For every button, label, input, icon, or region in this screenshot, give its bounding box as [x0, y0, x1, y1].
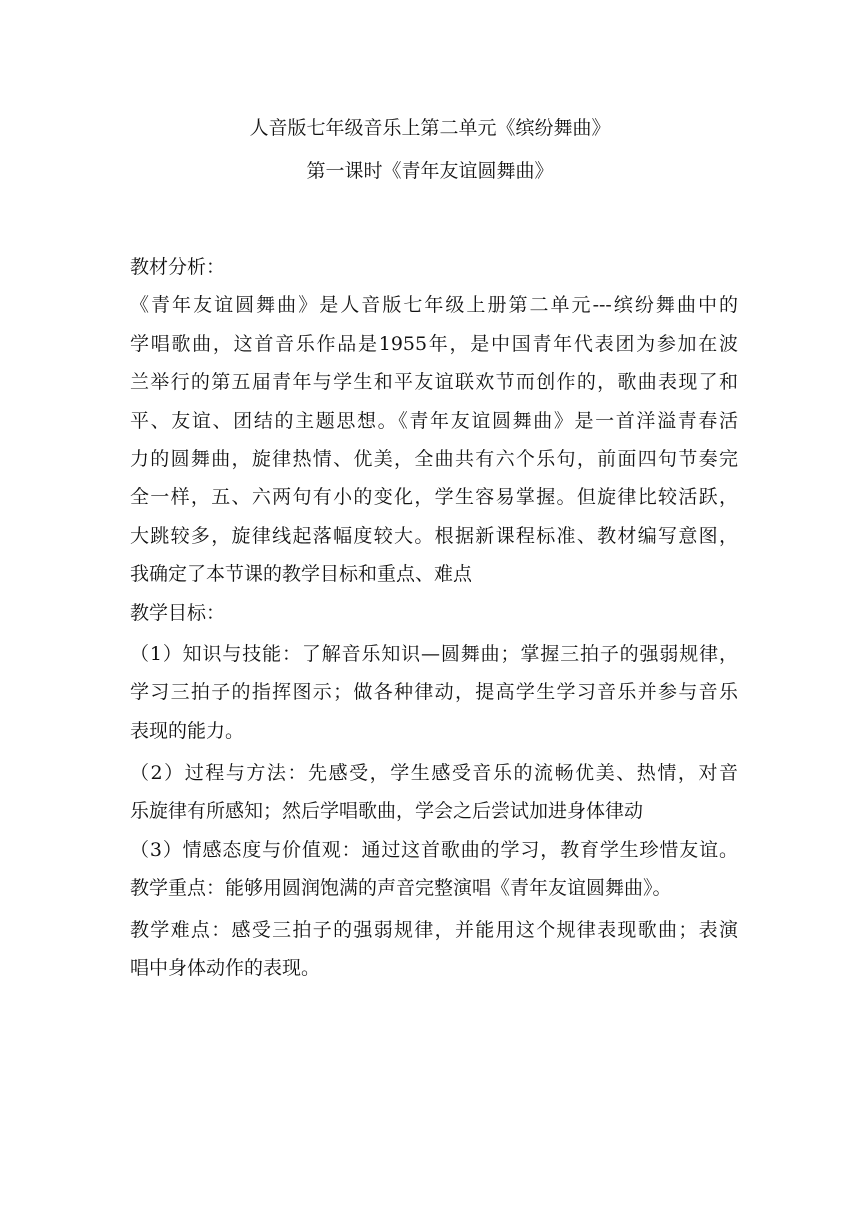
analysis-line-8: 我确定了本节课的教学目标和重点、难点 [130, 563, 473, 586]
analysis-line-7: 大跳较多，旋律线起落幅度较大。根据新课程标准、教材编写意图， [130, 524, 738, 547]
document-body [130, 248, 738, 987]
key-points: 教学重点：能够用圆润饱满的声音完整演唱《青年友谊圆舞曲》。 [130, 877, 672, 900]
document-title: 人音版七年级音乐上第二单元《缤纷舞曲》 [249, 117, 611, 139]
difficulties-line-1: 教学难点：感受三拍子的强弱规律，并能用这个规律表现歌曲；表演 [130, 918, 738, 941]
analysis-line-1: 《青年友谊圆舞曲》是人音版七年级上册第二单元---缤纷舞曲中的 [130, 294, 738, 317]
analysis-line-2: 学唱歌曲，这首音乐作品是1955年，是中国青年代表团为参加在波 [130, 332, 738, 355]
analysis-line-6: 全一样，五、六两句有小的变化，学生容易掌握。但旋律比较活跃， [130, 486, 738, 509]
objective-1-line-3: 表现的能力。 [130, 719, 245, 742]
analysis-line-4: 平、友谊、团结的主题思想。《青年友谊圆舞曲》是一首洋溢青春活 [130, 409, 738, 432]
objective-3: （3）情感态度与价值观：通过这首歌曲的学习，教育学生珍惜友谊。 [130, 838, 738, 861]
objective-1-line-1: （1）知识与技能：了解音乐知识—圆舞曲；掌握三拍子的强弱规律， [130, 642, 738, 665]
objective-2-line-1: （2）过程与方法：先感受，学生感受音乐的流畅优美、热情，对音 [130, 762, 738, 785]
document-subtitle: 第一课时《青年友谊圆舞曲》 [306, 160, 554, 182]
analysis-heading: 教材分析： [130, 256, 226, 278]
objectives-heading: 教学目标： [130, 601, 226, 624]
objective-2-line-2: 乐旋律有所感知；然后学唱歌曲，学会之后尝试加进身体律动 [130, 800, 644, 823]
analysis-line-5: 力的圆舞曲，旋律热情、优美，全曲共有六个乐句，前面四句节奏完 [130, 447, 738, 470]
difficulties-line-2: 唱中身体动作的表现。 [130, 957, 321, 980]
objective-1-line-2: 学习三拍子的指挥图示；做各种律动，提高学生学习音乐并参与音乐 [130, 681, 738, 704]
analysis-line-3: 兰举行的第五届青年与学生和平友谊联欢节而创作的，歌曲表现了和 [130, 371, 738, 394]
